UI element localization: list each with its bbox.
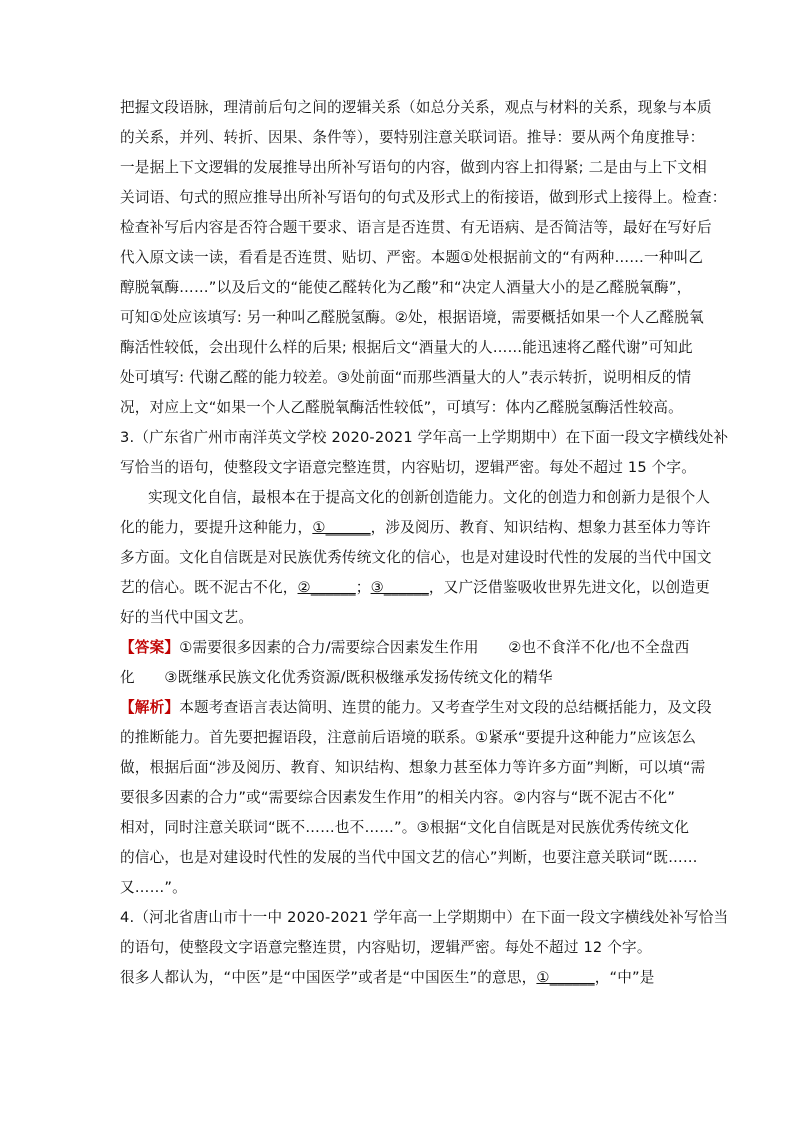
- q3-analysis-line: 要很多因素的合力”或“需要综合因素发生作用”的相关内容。②内容与“既不泥古不化”: [120, 789, 676, 806]
- answer-text: ①需要很多因素的合力/需要综合因素发生作用 ②也不食洋不化/也不全盘西: [179, 639, 690, 656]
- analysis-prev-line: 况，对应上文“如果一个人乙醛脱氧酶活性较低”，可填写：体内乙醛脱氢酶活性较高。: [120, 399, 683, 416]
- q3-header-line: 写恰当的语句，使整段文字语意完整连贯，内容贴切，逻辑严密。每处不超过 15 个字。: [120, 459, 697, 476]
- analysis-label: 【解析】: [120, 699, 180, 716]
- analysis-prev-line: 检查补写后内容是否符合题干要求、语言是否连贯、有无语病、是否简洁等，最好在写好后: [120, 219, 712, 236]
- analysis-prev-line: 酶活性较低，会出现什么样的后果; 根据后文“酒量大的人……能迅速将乙醛代谢”可知此: [120, 339, 693, 356]
- q3-passage-line: 实现文化自信，最根本在于提高文化的创新创造能力。文化的创造力和创新力是很个人: [148, 489, 711, 506]
- q3-analysis-line: 相对，同时注意关联词“既不……也不……”。③根据“文化自信既是对民族优秀传统文化: [120, 819, 690, 836]
- q3-header-line: 3.（广东省广州市南洋英文学校 2020-2021 学年高一上学期期中）在下面一段文字横线处补: [120, 429, 729, 446]
- analysis-prev-line: 醇脱氧酶……”以及后文的“能使乙醛转化为乙酸”和“决定人酒量大小的是乙醛脱氧酶”，: [120, 279, 692, 296]
- q3-passage-line: [120, 578, 710, 598]
- analysis-prev-line: 代入原文读一读，看看是否连贯、贴切、严密。本题①处根据前文的“有两种……一种叫乙: [120, 249, 704, 266]
- q3-answer-line: [120, 638, 690, 658]
- q3-passage-text: ；: [355, 579, 371, 596]
- q3-passage-line: 多方面。文化自信既是对民族优秀传统文化的信心，也是对建设时代性的发展的当代中国文: [120, 549, 712, 566]
- analysis-prev-line: 关词语、句式的照应推导出所补写语句的句式及形式上的衔接语，做到形式上接得上。检查：: [120, 189, 727, 206]
- q3-passage-line: 好的当代中国文艺。: [120, 609, 254, 626]
- q3-analysis-line: [120, 698, 712, 718]
- q3-passage-text: ，涉及阅历、教育、知识结构、想象力甚至体力等许: [370, 519, 711, 536]
- analysis-prev-line: 可知①处应该填写: 另一种叫乙醛脱氢酶。②处，根据语境，需要概括如果一个人乙醛脱氧: [120, 309, 704, 326]
- analysis-prev-line: 一是据上下文逻辑的发展推导出所补写语句的内容，做到内容上扣得紧; 二是由与上下文相: [120, 159, 707, 176]
- q4-passage-text: 很多人都认为，“中医”是“中国医学”或者是“中国医生”的意思，: [120, 969, 537, 986]
- analysis-prev-line: 把握文段语脉，理清前后句之间的逻辑关系（如总分关系，观点与材料的关系，现象与本质: [120, 99, 712, 116]
- q3-analysis-line: 又……”。: [120, 879, 187, 896]
- q3-analysis-line: 的信心，也是对建设时代性的发展的当代中国文艺的信心”判断，也要注意关联词“既……: [120, 849, 698, 866]
- analysis-text: 本题考查语言表达简明、连贯的能力。又考查学生对文段的总结概括能力，及文段: [179, 699, 712, 716]
- q4-passage-line: [120, 968, 680, 988]
- q3-passage-line: [120, 518, 711, 538]
- q3-passage-text: 艺的信心。既不泥古不化，: [120, 579, 298, 596]
- answer-label: 【答案】: [120, 639, 180, 656]
- q4-header-line: 4.（河北省唐山市十一中 2020-2021 学年高一上学期期中）在下面一段文字横线处补写恰当: [120, 909, 729, 926]
- q3-blank-1[interactable]: ①______: [312, 519, 371, 536]
- q3-passage-text: ，又广泛借鉴吸收世界先进文化，以创造更: [428, 579, 710, 596]
- q3-blank-3[interactable]: ③______: [370, 579, 429, 596]
- q4-header-line: 的语句，使整段文字语意完整连贯，内容贴切，逻辑严密。每处不超过 12 个字。: [120, 939, 652, 956]
- q3-answer-line: 化 ③既继承民族文化优秀资源/既积极继承发扬传统文化的精华: [120, 669, 553, 686]
- q4-blank-1[interactable]: ①______: [536, 969, 595, 986]
- q4-passage-text: ，“中”是: [594, 969, 655, 986]
- q3-analysis-line: 做，根据后面“涉及阅历、教育、知识结构、想象力甚至体力等许多方面”判断，可以填“需: [120, 759, 706, 776]
- q3-blank-2[interactable]: ②______: [297, 579, 356, 596]
- analysis-prev-line: 的关系，并列、转折、因果、条件等），要特别注意关联词语。推导：要从两个角度推导：: [120, 129, 705, 146]
- q3-analysis-line: 的推断能力。首先要把握语段，注意前后语境的联系。①紧承“要提升这种能力”应该怎么: [120, 729, 697, 746]
- q3-passage-text: 化的能力，要提升这种能力，: [120, 519, 313, 536]
- analysis-prev-line: 处可填写: 代谢乙醛的能力较差。③处前面“而那些酒量大的人”表示转折，说明相反的情: [120, 369, 692, 386]
